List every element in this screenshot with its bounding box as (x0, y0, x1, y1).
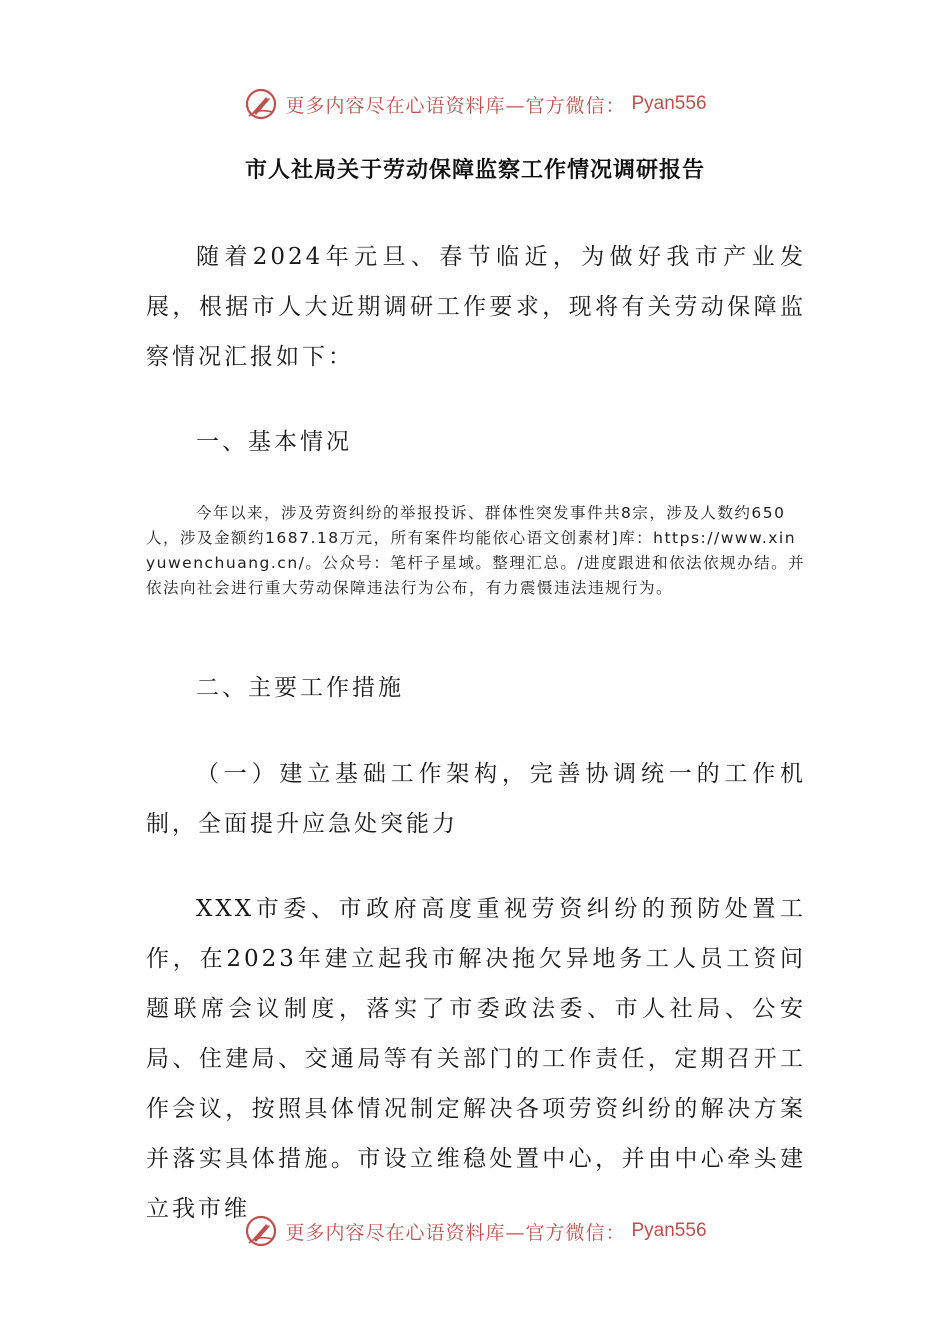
watermark-wechat-id: Pyan556 (631, 1220, 707, 1241)
subsection-1-block (146, 749, 806, 849)
intro-paragraph: 随着2024年元旦、春节临近，为做好我市产业发展，根据市人大近期调研工作要求，现将有关劳动保障监察情况汇报如下： (146, 244, 806, 370)
subsection-1-heading: （一）建立基础工作架构，完善协调统一的工作机制，全面提升应急处突能力 (146, 761, 806, 837)
section-1-block (146, 417, 806, 467)
document-title: 市人社局关于劳动保障监察工作情况调研报告 (244, 157, 705, 183)
footer-watermark (0, 1211, 950, 1251)
watermark-text: 更多内容尽在心语资料库—官方微信： (285, 1221, 626, 1244)
section-1-body: 今年以来，涉及劳资纠纷的举报投诉、群体性突发事件共8宗，涉及人数约650人，涉及金额约1687.18万元，所有案件均能依心语文创素材]库：https://www.xinyuwenchuang.cn/。公众号：笔杆子星域。整理汇总。/进度跟进和依法依规办结。并依法向社会进行重大劳动保障违法行为公布，有力震慑违法违规行为。 (146, 504, 806, 597)
section-1-heading: 一、基本情况 (196, 429, 352, 455)
pen-nib-circle-icon (243, 86, 279, 122)
subsection-1-body: XXX市委、市政府高度重视劳资纠纷的预防处置工作，在2023年建立起我市解决拖欠异地务工人员工资问题联席会议制度，落实了市委政法委、市人社局、公安局、住建局、交通局等有关部门的工作责任，定期召开工作会议，按照具体情况制定解决各项劳资纠纷的解决方案并落实具体措施。市设立维稳处置中心，并由中心牵头建立我市维 (146, 896, 806, 1222)
watermark-wechat-id: Pyan556 (631, 93, 707, 114)
header-watermark (0, 84, 950, 124)
watermark-text: 更多内容尽在心语资料库—官方微信： (285, 94, 626, 117)
section-2-heading: 二、主要工作措施 (196, 675, 404, 701)
subsection-1-body-block (146, 884, 806, 1234)
intro-paragraph-block (146, 232, 806, 382)
pen-nib-circle-icon (243, 1213, 279, 1249)
section-2-block (146, 663, 806, 713)
section-1-body-block (146, 501, 806, 601)
